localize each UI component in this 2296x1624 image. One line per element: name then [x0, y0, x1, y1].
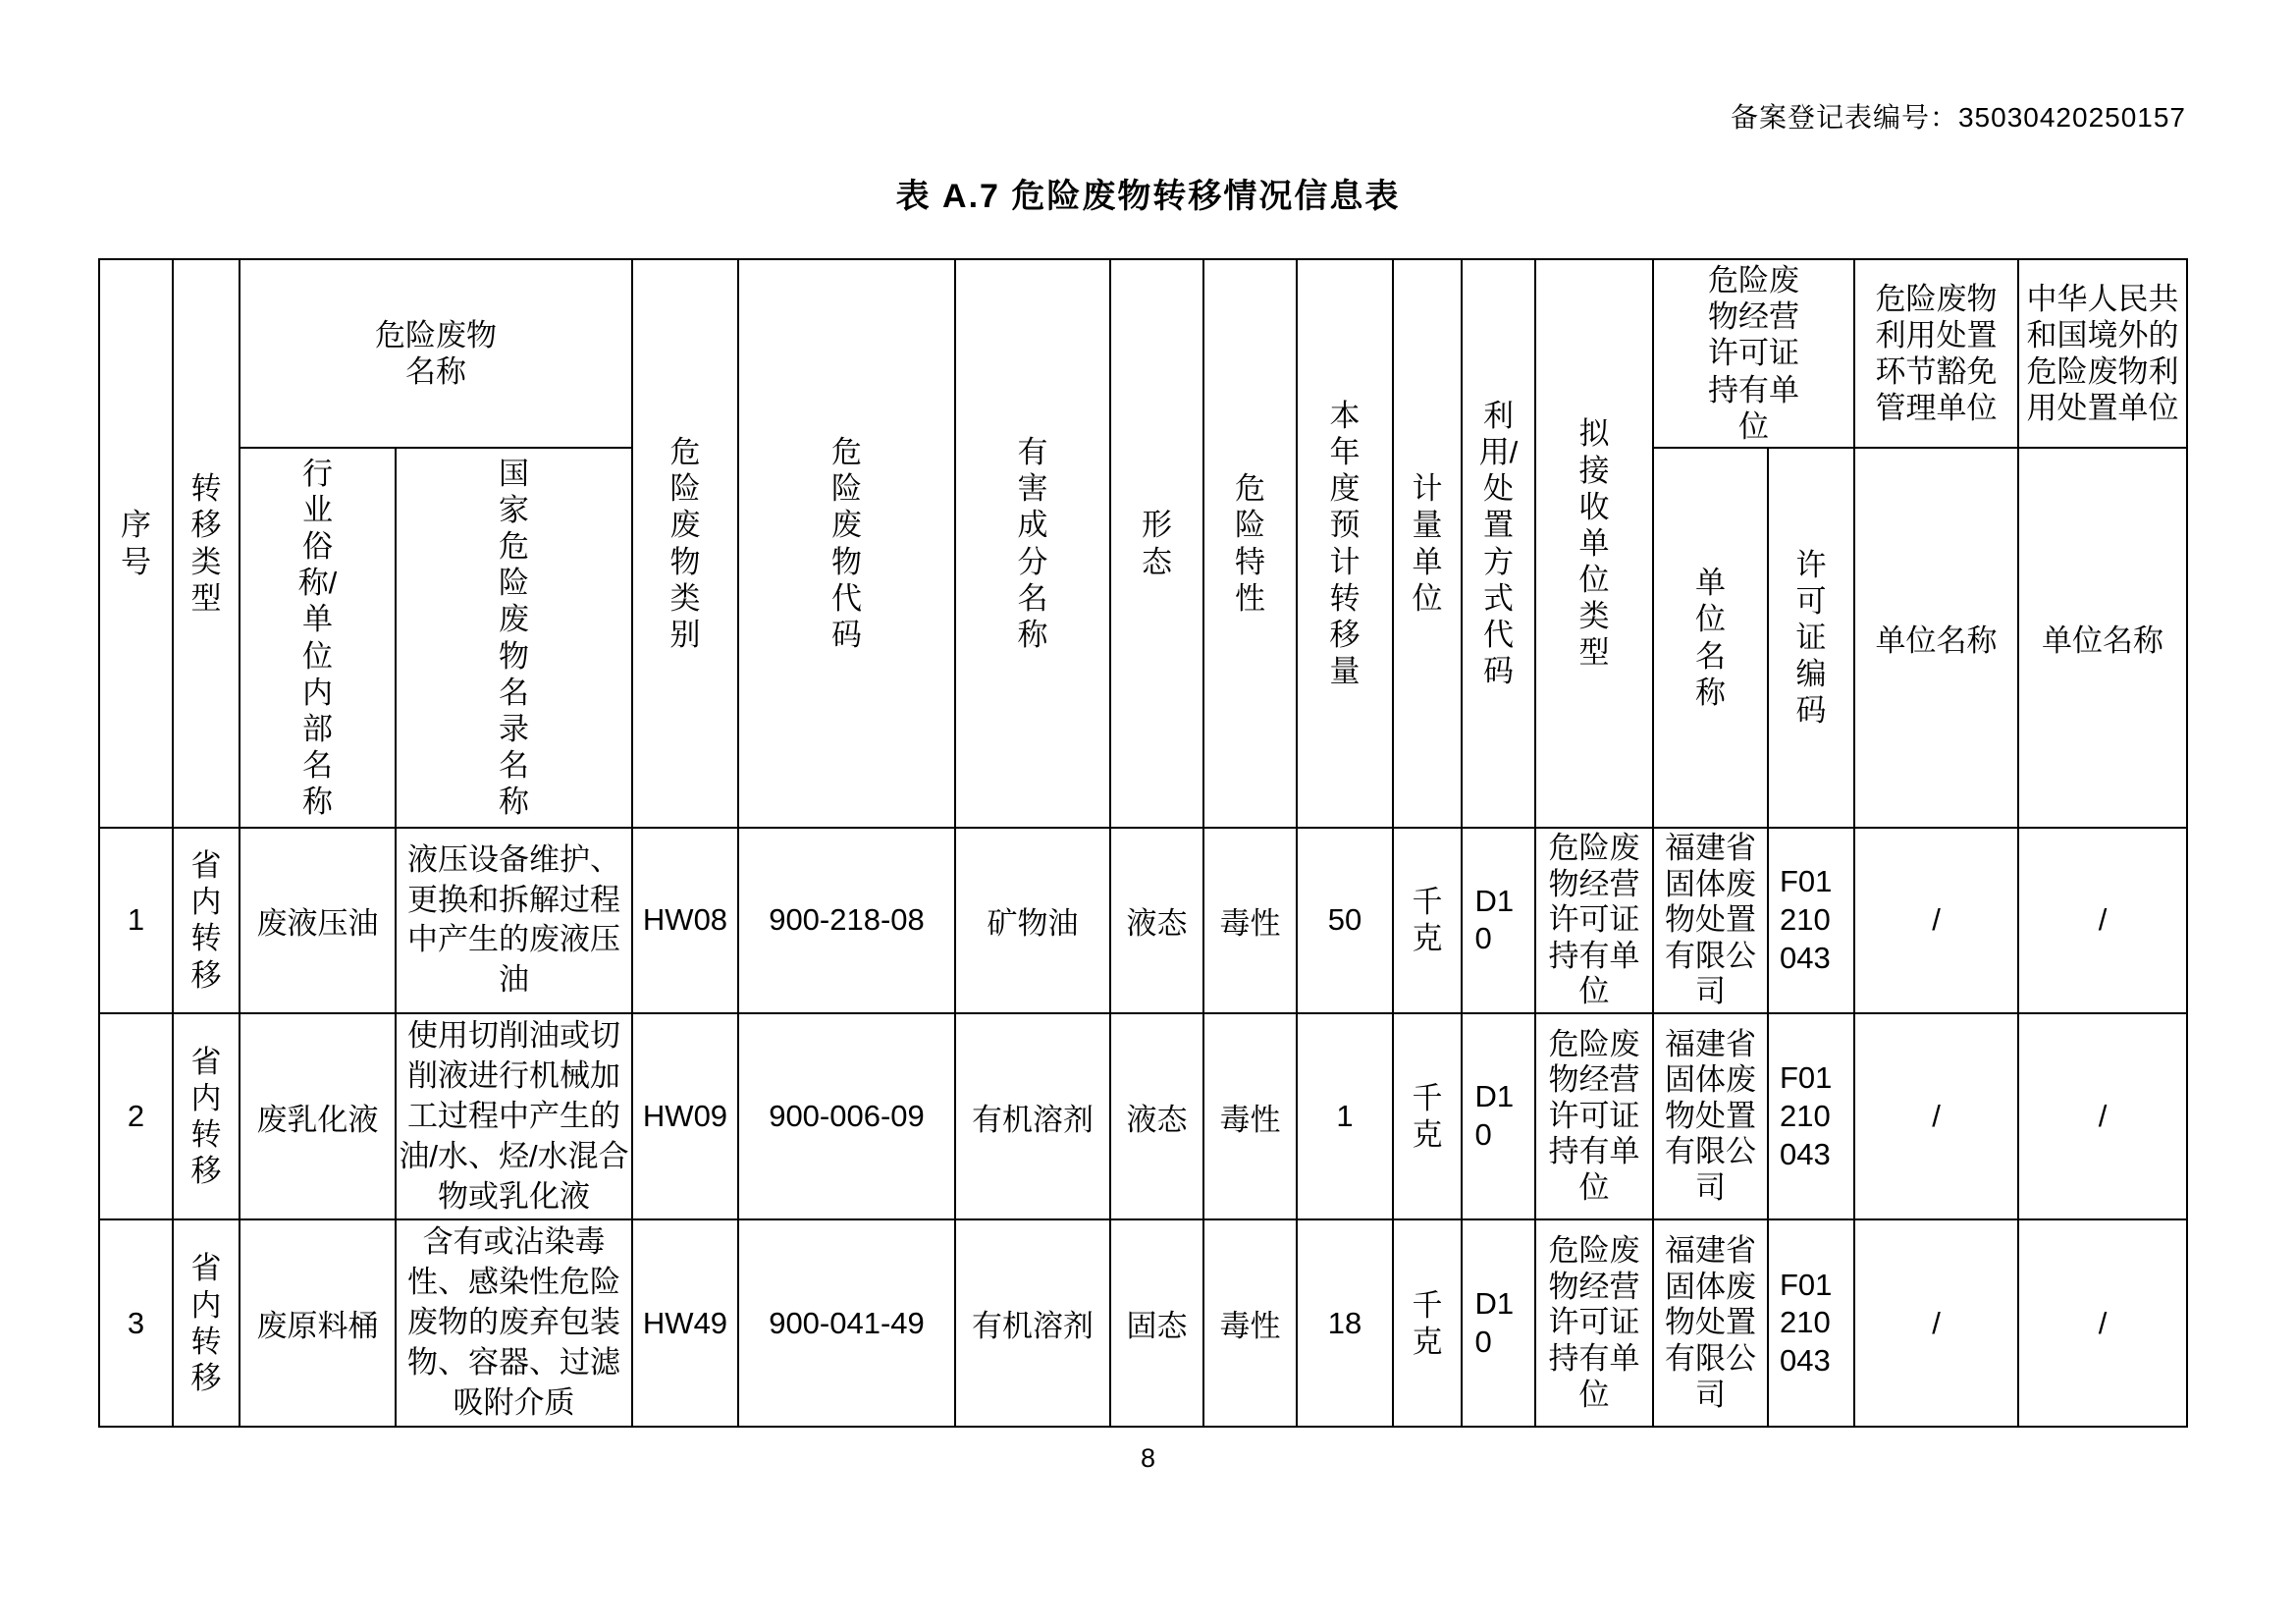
header-receiver-type	[1535, 259, 1653, 828]
registration-number: 备案登记表编号：35030420250157	[1730, 102, 2186, 133]
cell-amount: 1	[1297, 1013, 1393, 1220]
cell-industry-name: 废原料桶	[240, 1219, 396, 1427]
cell-transfer-type	[173, 1219, 240, 1427]
cell-harmful: 有机溶剂	[955, 1013, 1110, 1220]
header-waste-name-group	[240, 259, 632, 448]
cell-code: 900-006-09	[738, 1013, 955, 1220]
header-seq	[99, 259, 173, 828]
header-license-holder-group-label: 危险废物经营许可证持有单位	[1708, 263, 1799, 444]
header-license-no	[1768, 448, 1854, 828]
header-exempt-unit-name: 单位名称	[1854, 448, 2018, 828]
header-form	[1110, 259, 1203, 828]
cell-category: HW09	[632, 1013, 738, 1220]
cell-license-unit: 福建省固体废物处置有限公司	[1653, 1013, 1768, 1220]
cell-national-list-name: 含有或沾染毒性、感染性危险废物的废弃包装物、容器、过滤吸附介质	[396, 1219, 632, 1427]
cell-hazard: 毒性	[1203, 1013, 1297, 1220]
cell-exempt-unit: /	[1854, 828, 2018, 1013]
header-license-no-label: 许可证编码	[1795, 547, 1827, 729]
header-national-list-name-label: 国家危险废物名录名称	[499, 456, 529, 820]
cell-amount: 50	[1297, 828, 1393, 1013]
cell-seq: 1	[99, 828, 173, 1013]
cell-form: 液态	[1110, 828, 1203, 1013]
cell-license-no	[1768, 1013, 1854, 1220]
header-disposal-code-label: 利用/处置方式代码	[1478, 398, 1519, 689]
header-license-unit-name	[1653, 448, 1768, 828]
cell-code: 900-218-08	[738, 828, 955, 1013]
header-unit-of-measure	[1393, 259, 1462, 828]
cell-exempt-unit: /	[1854, 1013, 2018, 1220]
header-industry-name-label: 行业俗称/单位内部名称	[297, 456, 338, 820]
cell-transfer-type	[173, 828, 240, 1013]
cell-exempt-unit: /	[1854, 1219, 2018, 1427]
cell-license-no-text: F01210043	[1780, 1060, 1833, 1171]
header-waste-name-group-label: 危险废物名称	[375, 317, 497, 389]
cell-disposal-code	[1462, 1013, 1535, 1220]
table-row	[99, 828, 2187, 1013]
cell-license-no-text: F01210043	[1780, 1267, 1833, 1379]
cell-disposal-code-text: D10	[1474, 883, 1515, 956]
header-license-holder-group	[1653, 259, 1854, 448]
cell-disposal-code	[1462, 1219, 1535, 1427]
cell-category: HW49	[632, 1219, 738, 1427]
cell-harmful: 有机溶剂	[955, 1219, 1110, 1427]
cell-transfer-type-text: 省内转移	[190, 848, 222, 993]
header-seq-label: 序号	[121, 508, 151, 579]
header-waste-category-label: 危险废物类别	[669, 434, 701, 652]
cell-receiver-type: 危险废物经营许可证持有单位	[1535, 1219, 1653, 1427]
header-harmful-component-label: 有害成分名称	[1017, 434, 1048, 652]
cell-unit	[1393, 1013, 1462, 1220]
cell-national-list-name: 使用切削油或切削液进行机械加工过程中产生的油/水、烃/水混合物或乳化液	[396, 1013, 632, 1220]
header-waste-code-label: 危险废物代码	[831, 434, 862, 652]
cell-unit-text: 千克	[1412, 885, 1443, 956]
header-annual-transfer-label: 本年度预计转移量	[1329, 398, 1361, 689]
cell-disposal-code-text: D10	[1474, 1285, 1515, 1359]
header-waste-code	[738, 259, 955, 828]
header-exempt-group-label: 危险废物利用处置环节豁免管理单位	[1875, 281, 1998, 426]
page-number: 8	[1140, 1443, 1156, 1473]
header-hazard-property-label: 危险特性	[1235, 471, 1265, 616]
header-harmful-component	[955, 259, 1110, 828]
cell-unit	[1393, 1219, 1462, 1427]
header-national-list-name	[396, 448, 632, 828]
header-overseas-unit-name: 单位名称	[2018, 448, 2187, 828]
cell-license-unit: 福建省固体废物处置有限公司	[1653, 828, 1768, 1013]
header-receiver-type-label: 拟接收单位类型	[1578, 416, 1610, 671]
header-exempt-group	[1854, 259, 2018, 448]
header-overseas-group-label: 中华人民共和国境外的危险废物利用处置单位	[2026, 281, 2179, 426]
header-overseas-group	[2018, 259, 2187, 448]
cell-national-list-name: 液压设备维护、更换和拆解过程中产生的废液压油	[396, 828, 632, 1013]
header-license-unit-name-label: 单位名称	[1695, 566, 1726, 710]
header-transfer-type-label: 转移类型	[190, 471, 222, 616]
cell-hazard: 毒性	[1203, 1219, 1297, 1427]
header-waste-category	[632, 259, 738, 828]
cell-code: 900-041-49	[738, 1219, 955, 1427]
cell-form: 液态	[1110, 1013, 1203, 1220]
table-row	[99, 1013, 2187, 1220]
cell-transfer-type-text: 省内转移	[190, 1251, 222, 1395]
header-transfer-type	[173, 259, 240, 828]
header-hazard-property	[1203, 259, 1297, 828]
header-form-label: 形态	[1142, 508, 1172, 579]
header-unit-of-measure-label: 计量单位	[1412, 471, 1443, 616]
cell-disposal-code	[1462, 828, 1535, 1013]
cell-receiver-type: 危险废物经营许可证持有单位	[1535, 1013, 1653, 1220]
cell-license-no	[1768, 828, 1854, 1013]
cell-transfer-type	[173, 1013, 240, 1220]
cell-harmful: 矿物油	[955, 828, 1110, 1013]
header-disposal-code	[1462, 259, 1535, 828]
header-industry-name	[240, 448, 396, 828]
cell-industry-name: 废液压油	[240, 828, 396, 1013]
hazardous-waste-transfer-table	[98, 258, 2188, 1428]
cell-seq: 2	[99, 1013, 173, 1220]
header-row-groups	[99, 259, 2187, 448]
cell-receiver-type: 危险废物经营许可证持有单位	[1535, 828, 1653, 1013]
cell-overseas-unit: /	[2018, 828, 2187, 1013]
cell-overseas-unit: /	[2018, 1219, 2187, 1427]
cell-license-no-text: F01210043	[1780, 864, 1833, 975]
header-annual-transfer	[1297, 259, 1393, 828]
cell-form: 固态	[1110, 1219, 1203, 1427]
table-row	[99, 1219, 2187, 1427]
cell-category: HW08	[632, 828, 738, 1013]
cell-unit-text: 千克	[1412, 1080, 1443, 1153]
cell-hazard: 毒性	[1203, 828, 1297, 1013]
cell-transfer-type-text: 省内转移	[190, 1044, 222, 1189]
cell-amount: 18	[1297, 1219, 1393, 1427]
cell-disposal-code-text: D10	[1474, 1079, 1515, 1153]
cell-seq: 3	[99, 1219, 173, 1427]
cell-overseas-unit: /	[2018, 1013, 2187, 1220]
cell-industry-name: 废乳化液	[240, 1013, 396, 1220]
cell-license-unit: 福建省固体废物处置有限公司	[1653, 1219, 1768, 1427]
page-title: 表 A.7 危险废物转移情况信息表	[895, 178, 1401, 215]
cell-unit-text: 千克	[1412, 1287, 1443, 1359]
cell-license-no	[1768, 1219, 1854, 1427]
cell-unit	[1393, 828, 1462, 1013]
